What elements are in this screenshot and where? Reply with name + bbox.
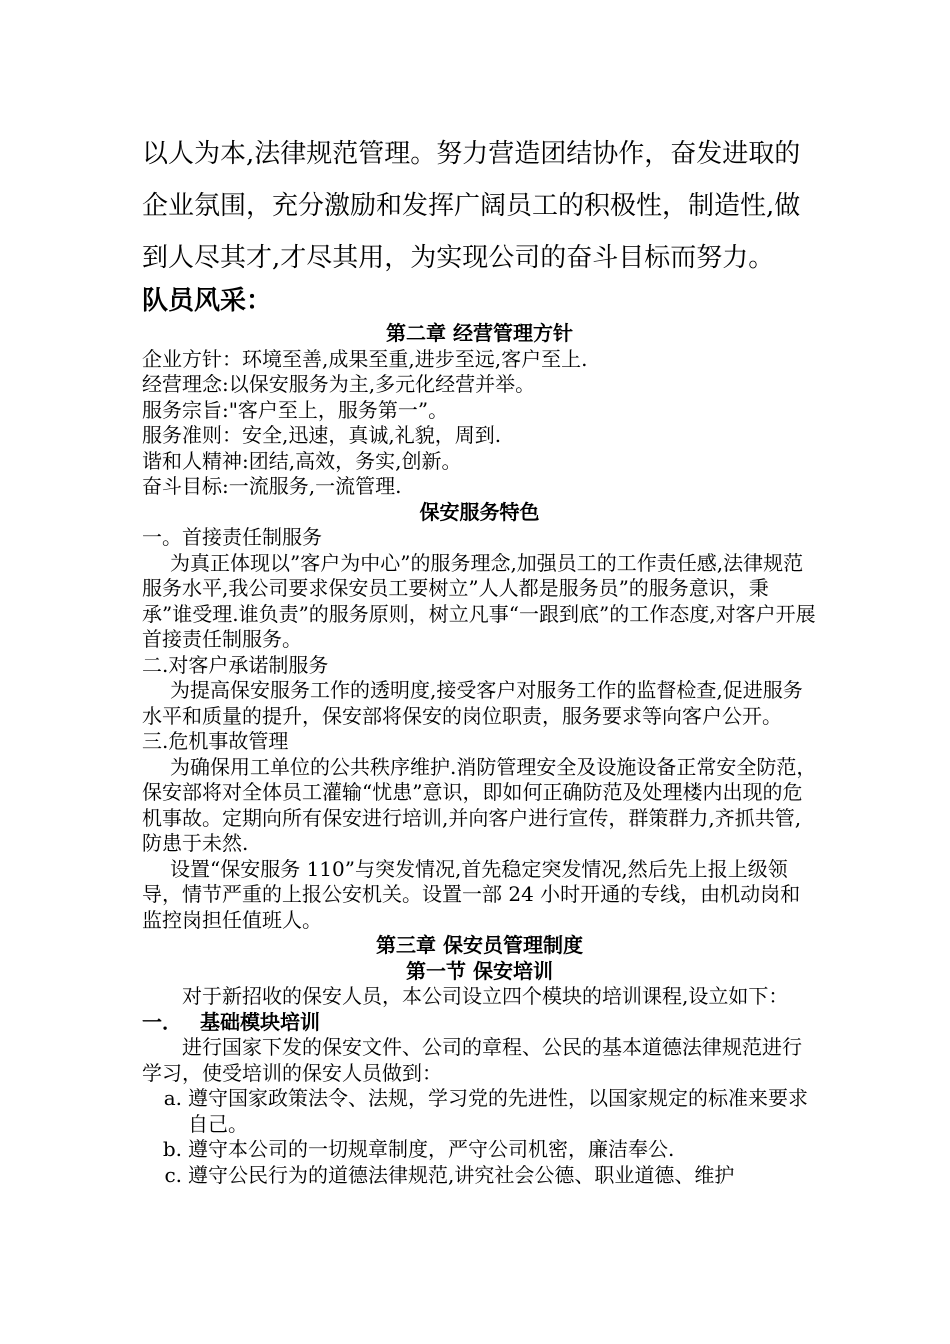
section1-title: 第一节 保安培训 bbox=[406, 958, 553, 983]
list-text: 遵守公民行为的道德法律规范,讲究社会公德、职业道德、维护 bbox=[188, 1162, 735, 1187]
training-intro: 对于新招收的保安人员，本公司设立四个模块的培训课程,设立如下： bbox=[182, 984, 789, 1008]
policy-line: 服务宗旨:"客户至上，服务第一”。 bbox=[142, 397, 449, 422]
features-title: 保安服务特色 bbox=[419, 499, 540, 524]
module-number: 一． bbox=[142, 1009, 182, 1034]
intro-line: 企业氛围，充分激励和发挥广阔员工的积极性，制造性,做 bbox=[142, 191, 801, 221]
section-paragraph: 为提高保安服务工作的透明度,接受客户对服务工作的监督检查,促进服务水平和质量的提升，保安部将保安的岗位职责，服务要求等向客户公开。 bbox=[142, 678, 803, 728]
policy-line: 企业方针：环境至善,成果至重,进步至远,客户至上. bbox=[142, 346, 588, 371]
section-heading: 三.危机事故管理 bbox=[142, 729, 289, 753]
section-paragraph: 为真正体现以”客户为中心”的服务理念,加强员工的工作责任感,法律规范服务水平,我公司要求保安员工要树立”人人都是服务员”的服务意识，秉承”谁受理.谁负责”的服务原则，树立凡事“一跟到底”的工作态度,对客户开展首接责任制服务。 bbox=[142, 550, 816, 651]
intro-line: 到人尽其才,才尽其用，为实现公司的奋斗目标而努力。 bbox=[142, 243, 775, 273]
section-heading: 二.对客户承诺制服务 bbox=[142, 652, 329, 677]
list-marker: c. bbox=[164, 1162, 182, 1187]
policy-line: 服务准则：安全,迅速，真诚,礼貌，周到. bbox=[142, 423, 502, 447]
list-text: 遵守国家政策法令、法规，学习党的先进性，以国家规定的标准来要求自己。 bbox=[188, 1086, 808, 1136]
section-heading: 一。首接责任制服务 bbox=[142, 525, 322, 549]
team-heading: 队员风采： bbox=[142, 286, 273, 316]
list-marker: b. bbox=[162, 1137, 182, 1161]
list-item bbox=[142, 1086, 817, 1137]
module-title: 基础模块培训 bbox=[200, 1009, 320, 1034]
document-body bbox=[142, 321, 817, 1188]
intro-paragraph bbox=[142, 128, 822, 284]
section-paragraph: 设置“保安服务 110”与突发情况,首先稳定突发情况,然后先上报上级领导，情节严重的上报公安机关。设置一部 24 小时开通的专线，由机动岗和监控岗担任值班人。 bbox=[142, 856, 801, 932]
chapter3-title: 第三章 保安员管理制度 bbox=[376, 933, 583, 957]
intro-line: 以人为本,法律规范管理。努力营造团结协作，奋发进取的 bbox=[142, 139, 801, 169]
module-intro: 进行国家下发的保安文件、公司的章程、公民的基本道德法律规范进行学习，使受培训的保安人员做到： bbox=[142, 1035, 802, 1085]
module-heading bbox=[142, 1010, 817, 1036]
list-text: 遵守本公司的一切规章制度，严守公司机密，廉洁奉公. bbox=[188, 1137, 675, 1161]
policy-line: 奋斗目标:一流服务,一流管理. bbox=[142, 474, 402, 498]
chapter2-title: 第二章 经营管理方针 bbox=[386, 321, 573, 345]
policy-line: 经营理念:以保安服务为主,多元化经营并举。 bbox=[142, 372, 536, 396]
list-marker: a. bbox=[163, 1086, 182, 1110]
list-item bbox=[142, 1163, 817, 1189]
section-paragraph: 为确保用工单位的公共秩序维护.消防管理安全及设施设备正常安全防范，保安部将对全体员工灌输“忧患”意识，即如何正确防范及处理楼内出现的危机事故。定期向所有保安进行培训,并向客户进行宣传，群策群力,齐抓共管,防患于未然. bbox=[142, 754, 817, 855]
policy-line: 谐和人精神:团结,高效，务实,创新。 bbox=[142, 448, 462, 473]
list-item bbox=[142, 1137, 817, 1163]
